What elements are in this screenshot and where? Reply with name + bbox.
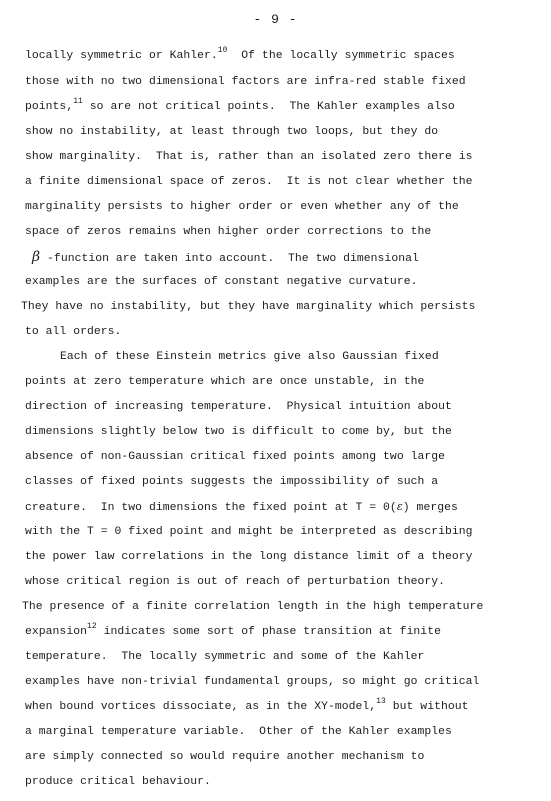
text-run: the power law correlations in the long distance limit of a theory xyxy=(25,551,473,563)
text-line xyxy=(25,424,452,440)
text-run: expansion xyxy=(25,626,87,638)
text-line xyxy=(21,299,475,315)
text-run: Of the locally symmetric spaces xyxy=(227,50,455,62)
text-run: those with no two dimensional factors are infra-red stable fixed xyxy=(25,76,466,88)
text-line xyxy=(25,199,459,215)
text-run: with the T = 0 fixed point and might be interpreted as describing xyxy=(25,526,473,538)
text-run: marginality persists to higher order or even whether any of the xyxy=(25,201,459,213)
text-run: The presence of a finite correlation length in the high temperature xyxy=(22,601,484,613)
text-line xyxy=(25,399,452,415)
text-line xyxy=(32,249,419,267)
epsilon-symbol: ε xyxy=(396,500,403,513)
text-run: dimensions slightly below two is difficult to come by, but the xyxy=(25,426,452,438)
text-run: are simply connected so would require another mechanism to xyxy=(25,751,425,763)
beta-symbol: β xyxy=(32,249,41,265)
text-line xyxy=(25,674,479,690)
text-run: -function are taken into account. The two dimensional xyxy=(40,253,419,265)
text-line xyxy=(25,624,441,640)
text-run: temperature. The locally symmetric and some of the Kahler xyxy=(25,651,425,663)
text-run: space of zeros remains when higher order corrections to the xyxy=(25,226,432,238)
text-line xyxy=(25,449,445,465)
text-line xyxy=(25,124,438,140)
text-line xyxy=(60,349,439,365)
text-run: whose critical region is out of reach of perturbation theory. xyxy=(25,576,446,588)
text-run: points, xyxy=(25,101,74,113)
text-run: indicates some sort of phase transition at finite xyxy=(96,626,441,638)
text-line xyxy=(25,224,431,240)
text-run: examples have non-trivial fundamental groups, so might go critical xyxy=(25,676,480,688)
text-line xyxy=(25,74,466,90)
footnote-ref: 13 xyxy=(376,697,386,706)
text-line xyxy=(25,499,458,516)
text-line xyxy=(25,699,469,715)
text-run: show no instability, at least through two loops, but they do xyxy=(25,126,439,138)
text-line xyxy=(25,99,455,115)
text-run: Each of these Einstein metrics give also Gaussian fixed xyxy=(60,351,439,363)
text-line xyxy=(25,48,455,64)
text-run: so are not critical points. The Kahler examples also xyxy=(82,101,455,113)
text-line xyxy=(25,374,424,390)
text-run: produce critical behaviour. xyxy=(25,776,211,788)
text-run: creature. In two dimensions the fixed point at T = 0( xyxy=(25,502,397,514)
text-run: They have no instability, but they have marginality which persists xyxy=(21,301,476,313)
text-line xyxy=(25,774,211,790)
text-run: direction of increasing temperature. Physical intuition about xyxy=(25,401,452,413)
page-number: - 9 - xyxy=(253,12,298,27)
text-run: locally symmetric or Kahler. xyxy=(25,50,218,62)
text-run: when bound vortices dissociate, as in the XY-model, xyxy=(25,701,377,713)
text-run: points at zero temperature which are once unstable, in the xyxy=(25,376,425,388)
text-line xyxy=(25,474,438,490)
text-line xyxy=(25,649,424,665)
text-line xyxy=(25,324,121,340)
text-run: a marginal temperature variable. Other of the Kahler examples xyxy=(25,726,452,738)
text-line xyxy=(25,574,445,590)
text-run: show marginality. That is, rather than an isolated zero there is xyxy=(25,151,473,163)
text-run: but without xyxy=(385,701,469,713)
text-line xyxy=(25,274,417,290)
text-line xyxy=(25,724,452,740)
footnote-ref: 11 xyxy=(73,97,83,106)
text-line xyxy=(25,524,473,540)
text-line xyxy=(25,749,424,765)
text-run: examples are the surfaces of constant negative curvature. xyxy=(25,276,418,288)
footnote-ref: 12 xyxy=(86,622,97,631)
text-line xyxy=(25,174,473,190)
text-run: classes of fixed points suggests the impossibility of such a xyxy=(25,476,439,488)
text-run: absence of non-Gaussian critical fixed points among two large xyxy=(25,451,446,463)
footnote-ref: 10 xyxy=(217,46,228,55)
text-run: a finite dimensional space of zeros. It is not clear whether the xyxy=(25,176,473,188)
text-run: ) merges xyxy=(402,502,458,514)
text-run: to all orders. xyxy=(25,326,122,338)
text-line xyxy=(22,599,483,615)
text-line xyxy=(25,549,473,565)
text-line xyxy=(25,149,473,165)
